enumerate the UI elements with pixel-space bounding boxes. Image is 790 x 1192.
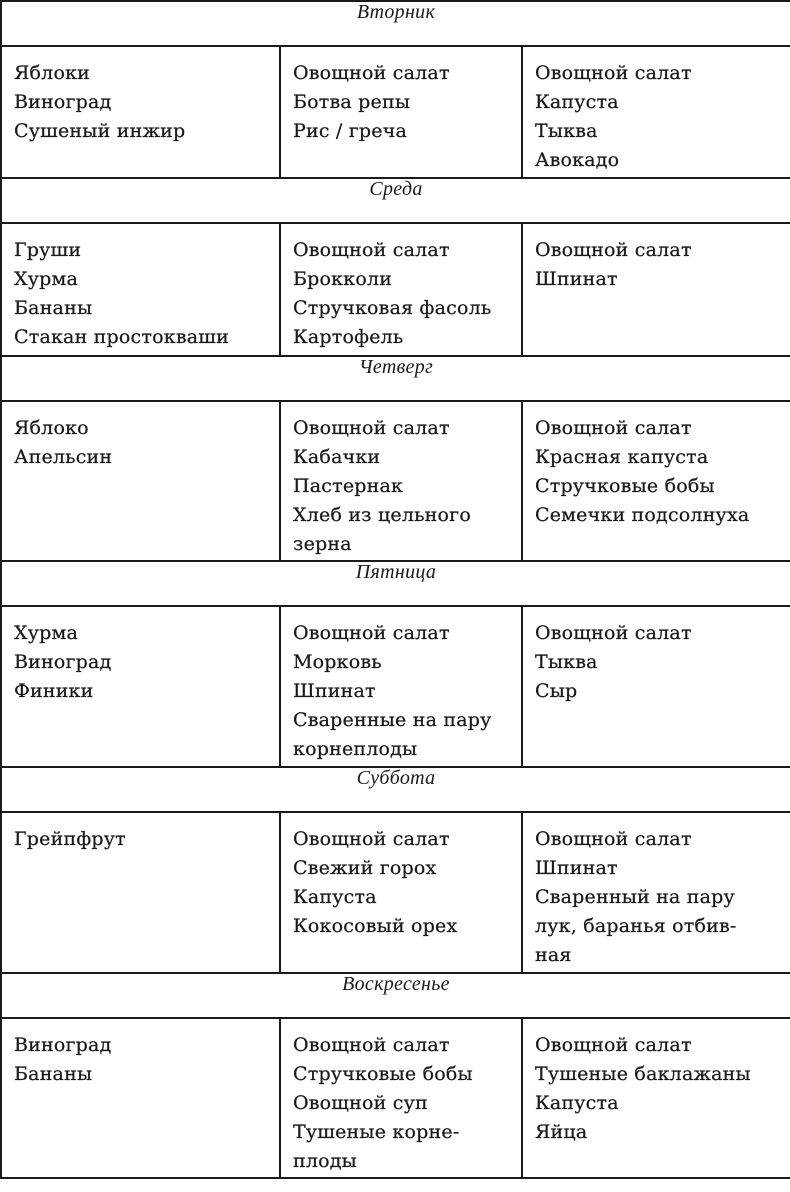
list-item: Овощной салат bbox=[535, 417, 692, 439]
day-name: Воскресенье bbox=[342, 973, 450, 995]
list-item: Овощной салат bbox=[293, 828, 450, 850]
list-item: Овощной салат bbox=[535, 1034, 692, 1056]
meal-cell-lunch bbox=[280, 223, 522, 356]
list-item: зерна bbox=[293, 533, 352, 555]
day-header-row bbox=[1, 561, 790, 606]
list-item: Овощной салат bbox=[293, 622, 450, 644]
list-item: Овощной салат bbox=[535, 828, 692, 850]
list-item: Сыр bbox=[535, 680, 578, 702]
list-item: корнеплоды bbox=[293, 738, 418, 760]
list-item: Картофель bbox=[293, 326, 404, 348]
list-item: Хурма bbox=[14, 268, 78, 290]
meal-cell-fruits bbox=[1, 1018, 280, 1178]
list-item: Рис / греча bbox=[293, 120, 408, 142]
meal-cell-dinner bbox=[522, 812, 790, 973]
meal-cell-lunch bbox=[280, 1018, 522, 1178]
list-item: Овощной салат bbox=[293, 239, 450, 261]
list-item: Капуста bbox=[535, 1092, 619, 1114]
list-item: Финики bbox=[14, 680, 94, 702]
list-item: Сваренный на пару bbox=[535, 886, 735, 908]
menu-table-body bbox=[1, 1, 790, 1178]
day-header-row bbox=[1, 973, 790, 1018]
list-item: ная bbox=[535, 944, 572, 966]
list-item: Яблоки bbox=[14, 62, 91, 84]
day-name: Вторник bbox=[356, 1, 436, 23]
list-item: Стручковые бобы bbox=[535, 475, 715, 497]
list-item: Красная капуста bbox=[535, 446, 709, 468]
list-item: Шпинат bbox=[535, 857, 618, 879]
list-item: Капуста bbox=[293, 886, 377, 908]
day-header-tuesday bbox=[1, 1, 790, 46]
list-item: Овощной салат bbox=[293, 62, 450, 84]
meal-cell-fruits bbox=[1, 606, 280, 767]
day-header-row bbox=[1, 356, 790, 401]
meal-row-saturday bbox=[1, 812, 790, 973]
list-item: Тушеные баклажаны bbox=[535, 1063, 751, 1085]
list-item: Ботва репы bbox=[293, 91, 411, 113]
list-item: Стручковая фасоль bbox=[293, 297, 492, 319]
list-item: плоды bbox=[293, 1150, 357, 1172]
day-header-sunday bbox=[1, 973, 790, 1018]
list-item: лук, баранья отбив- bbox=[535, 915, 737, 937]
list-item: Тыква bbox=[535, 651, 598, 673]
day-name: Суббота bbox=[356, 767, 436, 789]
list-item: Овощной салат bbox=[535, 62, 692, 84]
meal-cell-fruits bbox=[1, 401, 280, 561]
list-item: Яблоко bbox=[14, 417, 89, 439]
list-item: Грейпфрут bbox=[14, 828, 126, 850]
meal-row-friday bbox=[1, 606, 790, 767]
list-item: Тушеные корне- bbox=[293, 1121, 460, 1143]
meal-cell-lunch bbox=[280, 812, 522, 973]
meal-row-wednesday bbox=[1, 223, 790, 356]
day-header-row bbox=[1, 1, 790, 46]
meal-cell-lunch bbox=[280, 606, 522, 767]
list-item: Стручковые бобы bbox=[293, 1063, 473, 1085]
day-header-row bbox=[1, 178, 790, 223]
list-item: Виноград bbox=[14, 91, 112, 113]
meal-cell-dinner bbox=[522, 401, 790, 561]
meal-row-thursday bbox=[1, 401, 790, 561]
list-item: Яйца bbox=[535, 1121, 588, 1143]
day-name: Пятница bbox=[355, 561, 437, 583]
day-header-saturday bbox=[1, 767, 790, 812]
list-item: Бананы bbox=[14, 297, 93, 319]
list-item: Овощной салат bbox=[293, 1034, 450, 1056]
meal-row-sunday bbox=[1, 1018, 790, 1178]
list-item: Кокосовый орех bbox=[293, 915, 458, 937]
list-item: Апельсин bbox=[14, 446, 113, 468]
list-item: Груши bbox=[14, 239, 82, 261]
meal-cell-lunch bbox=[280, 401, 522, 561]
list-item: Шпинат bbox=[535, 268, 618, 290]
list-item: Капуста bbox=[535, 91, 619, 113]
meal-cell-lunch bbox=[280, 46, 522, 178]
day-header-friday bbox=[1, 561, 790, 606]
meal-cell-dinner bbox=[522, 1018, 790, 1178]
list-item: Пастернак bbox=[293, 475, 404, 497]
list-item: Овощной салат bbox=[535, 622, 692, 644]
meal-cell-dinner bbox=[522, 606, 790, 767]
list-item: Хурма bbox=[14, 622, 78, 644]
list-item: Стакан простокваши bbox=[14, 326, 229, 348]
meal-cell-fruits bbox=[1, 223, 280, 356]
list-item: Свежий горох bbox=[293, 857, 437, 879]
list-item: Овощной салат bbox=[293, 417, 450, 439]
list-item: Семечки подсолнуха bbox=[535, 504, 750, 526]
list-item: Виноград bbox=[14, 651, 112, 673]
list-item: Овощной салат bbox=[535, 239, 692, 261]
list-item: Кабачки bbox=[293, 446, 381, 468]
day-header-row bbox=[1, 767, 790, 812]
list-item: Шпинат bbox=[293, 680, 376, 702]
meal-cell-dinner bbox=[522, 46, 790, 178]
meal-row-tuesday bbox=[1, 46, 790, 178]
meal-cell-dinner bbox=[522, 223, 790, 356]
list-item: Авокадо bbox=[535, 149, 620, 171]
list-item: Сушеный инжир bbox=[14, 120, 186, 142]
list-item: Тыква bbox=[535, 120, 598, 142]
meal-cell-fruits bbox=[1, 812, 280, 973]
list-item: Овощной суп bbox=[293, 1092, 428, 1114]
list-item: Виноград bbox=[14, 1034, 112, 1056]
day-header-wednesday bbox=[1, 178, 790, 223]
day-name: Четверг bbox=[358, 356, 434, 378]
list-item: Хлеб из цельного bbox=[293, 504, 471, 526]
day-header-thursday bbox=[1, 356, 790, 401]
list-item: Сваренные на пару bbox=[293, 709, 492, 731]
list-item: Морковь bbox=[293, 651, 382, 673]
meal-cell-fruits bbox=[1, 46, 280, 178]
day-name: Среда bbox=[369, 178, 423, 200]
list-item: Брокколи bbox=[293, 268, 393, 290]
list-item: Бананы bbox=[14, 1063, 93, 1085]
